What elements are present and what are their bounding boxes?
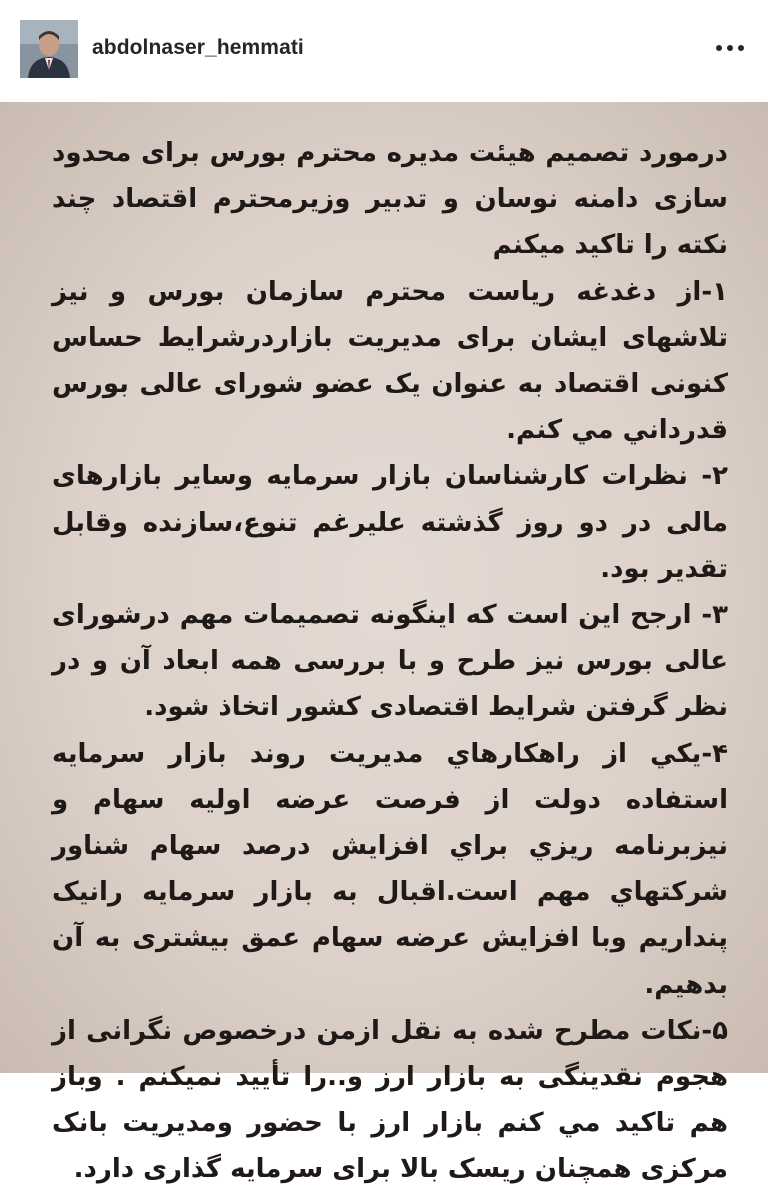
post-paragraph-5: ۵-نکات مطرح شده به نقل ازمن درخصوص نگرانی از هجوم نقدینگی به بازار ارز و..را تأیید نمیکنم . وباز هم تاکيد مي کنم بازار ارز با حضور ومدیریت بانک مرکزی همچنان ریسک بالا برای سرمایه گذاری دارد. — [52, 1015, 728, 1185]
avatar-image — [20, 20, 78, 78]
username[interactable]: abdolnaser_hemmati — [92, 36, 304, 59]
more-options-icon — [715, 44, 745, 52]
post-header — [0, 0, 768, 102]
post-text — [52, 130, 728, 1193]
more-options-button[interactable] — [708, 28, 752, 68]
post-paragraph-2: ۲- نظرات کارشناسان بازار سرمایه وسایر بازارهای مالی در دو روز گذشته علیرغم تنوع،سازنده وقابل تقدیر بود. — [52, 461, 728, 584]
profile-avatar[interactable] — [20, 20, 78, 78]
post-paragraph-intro: درمورد تصمیم هیئت مدیره محترم بورس برای محدود سازی دامنه نوسان و تدبیر وزیرمحترم اقتصاد چند نکته را تاکید میکنم — [52, 138, 728, 261]
post-paragraph-1: ۱-از دغدغه ریاست محترم سازمان بورس و نیز تلاشهای ایشان برای مدیریت بازاردرشرایط حساس کنونی اقتصاد به عنوان یک عضو شورای عالی بورس قدرداني مي کنم. — [52, 276, 728, 446]
post-image — [0, 102, 768, 1185]
post-paragraph-3: ۳- ارجح این است که اینگونه تصمیمات مهم درشورای عالی بورس نیز طرح و با بررسی همه ابعاد آن و در نظر گرفتن شرایط اقتصادی کشور اتخاذ شود. — [52, 600, 728, 723]
post-paragraph-4: ۴-يکي از راهکارهاي مديريت روند بازار سرمايه استفاده دولت از فرصت عرضه اولیه سهام و نیزبرنامه ريزي براي افزايش درصد سهام شناور شرکتهاي مهم است.اقبال به بازار سرمايه رانيک پنداريم وبا افزایش عرضه سهام عمق بیشتری به آن بدهیم. — [52, 738, 728, 1000]
